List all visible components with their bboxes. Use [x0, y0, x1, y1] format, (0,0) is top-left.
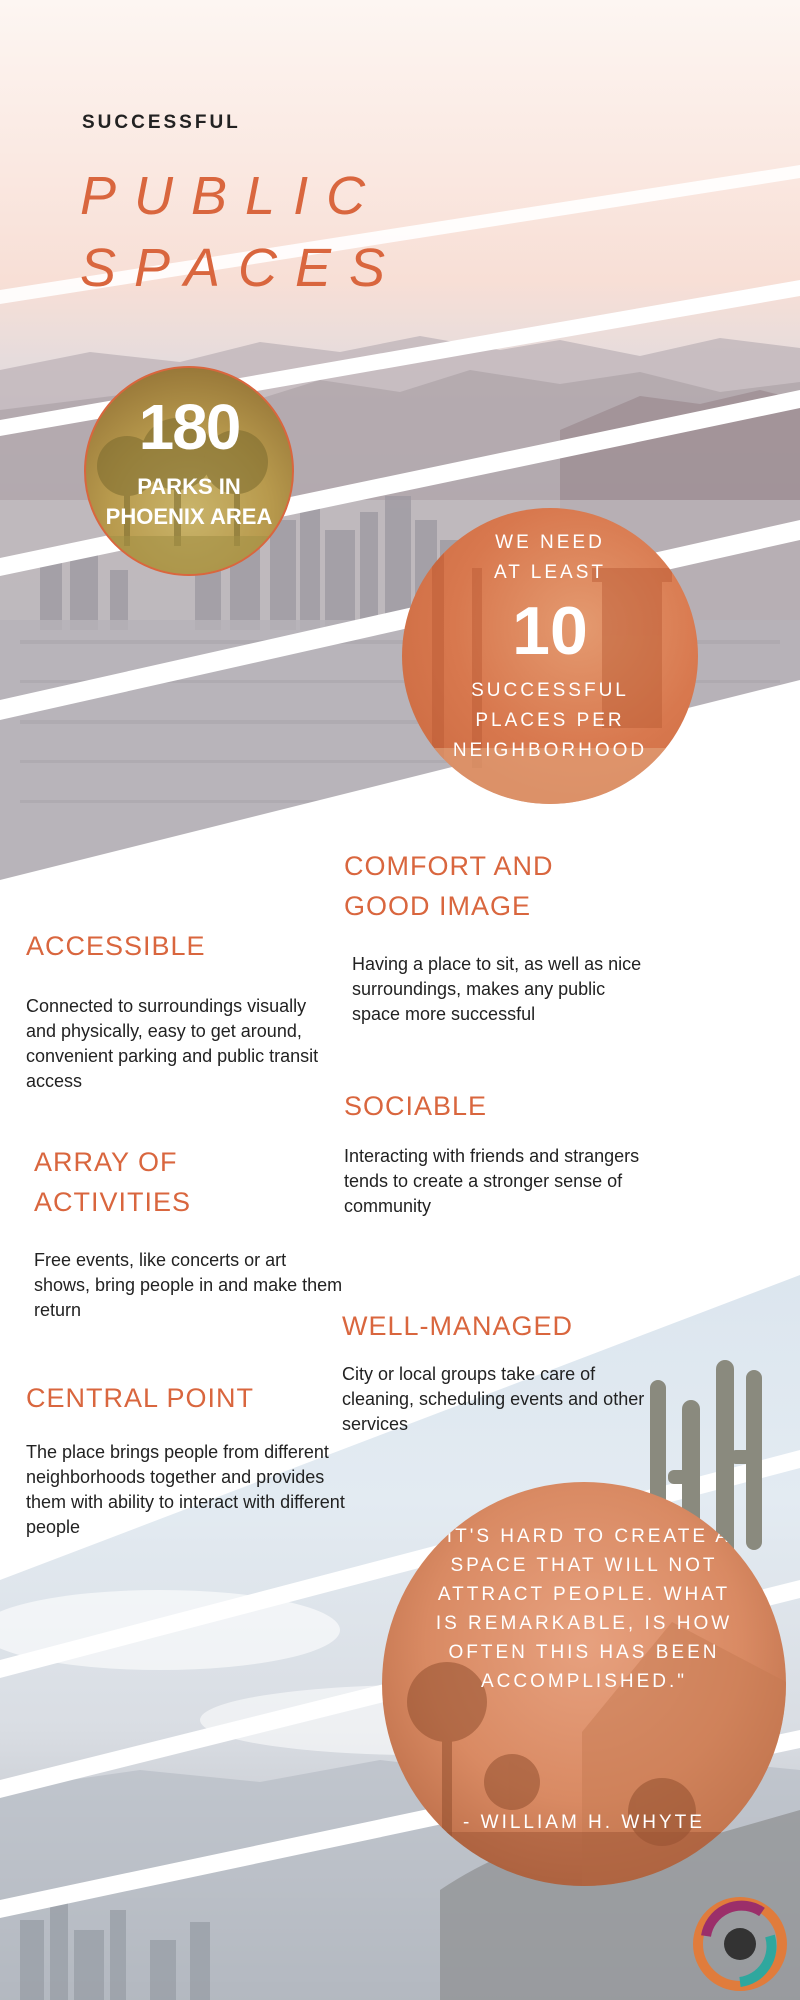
places-label-line-2: AT LEAST — [494, 562, 606, 583]
quote-author: - WILLIAM H. WHYTE — [463, 1812, 705, 1833]
page-title — [80, 160, 403, 304]
parks-number: 180 — [138, 391, 240, 463]
parks-label-line-1: PARKS IN — [137, 474, 241, 499]
section-managed-heading: WELL-MANAGED — [342, 1311, 574, 1341]
parks-label-line-2: PHOENIX AREA — [105, 504, 273, 529]
comfort-heading-line-1: COMFORT AND — [344, 851, 554, 881]
section-managed — [342, 1306, 662, 1437]
section-managed-text: City or local groups take care of cleaning, scheduling events and other services — [342, 1364, 645, 1434]
section-central-heading: CENTRAL POINT — [26, 1383, 255, 1413]
section-comfort-text: Having a place to sit, as well as nice surroundings, makes any public space more successful — [352, 954, 642, 1024]
section-activities — [34, 1142, 344, 1323]
places-label-line-3: SUCCESSFUL — [471, 680, 629, 701]
title-line-1: PUBLIC — [80, 166, 384, 226]
places-label-bottom — [402, 676, 698, 766]
organization-logo — [692, 1896, 788, 1992]
section-sociable-heading: SOCIABLE — [344, 1091, 488, 1121]
places-label-top — [402, 528, 698, 588]
places-stat-circle — [402, 508, 698, 804]
title-kicker: SUCCESSFUL — [82, 112, 241, 133]
section-accessible-text: Connected to surroundings visually and physically, easy to get around, convenient parking and public transit access — [26, 996, 319, 1091]
section-accessible-heading: ACCESSIBLE — [26, 931, 206, 961]
parks-stat-circle — [84, 366, 294, 576]
section-comfort-heading — [344, 846, 704, 926]
places-label-line-4: PLACES PER — [475, 710, 625, 731]
section-activities-heading — [34, 1142, 344, 1222]
section-activities-text: Free events, like concerts or art shows, bring people in and make them return — [34, 1250, 343, 1320]
places-number: 10 — [512, 593, 588, 669]
activities-heading-line-2: ACTIVITIES — [34, 1187, 192, 1217]
comfort-heading-line-2: GOOD IMAGE — [344, 891, 532, 921]
section-sociable-text: Interacting with friends and strangers tends to create a stronger sense of community — [344, 1146, 640, 1216]
quote-circle — [382, 1482, 786, 1886]
places-label-line-5: NEIGHBORHOOD — [452, 740, 648, 761]
section-central — [26, 1378, 346, 1540]
places-label-line-1: WE NEED — [495, 532, 605, 553]
parks-label — [86, 472, 292, 532]
section-central-text: The place brings people from different neighborhoods together and provides them with ability to interact with different people — [26, 1442, 345, 1537]
activities-heading-line-1: ARRAY OF — [34, 1147, 178, 1177]
section-comfort — [344, 846, 704, 1027]
section-sociable — [344, 1086, 674, 1219]
title-line-2: SPACES — [80, 238, 404, 298]
quote-text: "IT'S HARD TO CREATE A SPACE THAT WILL NOT ATTRACT PEOPLE. WHAT IS REMARKABLE, IS HOW OFTEN THIS HAS BEEN ACCOMPLISHED." — [435, 1526, 733, 1692]
section-accessible — [26, 926, 336, 1094]
